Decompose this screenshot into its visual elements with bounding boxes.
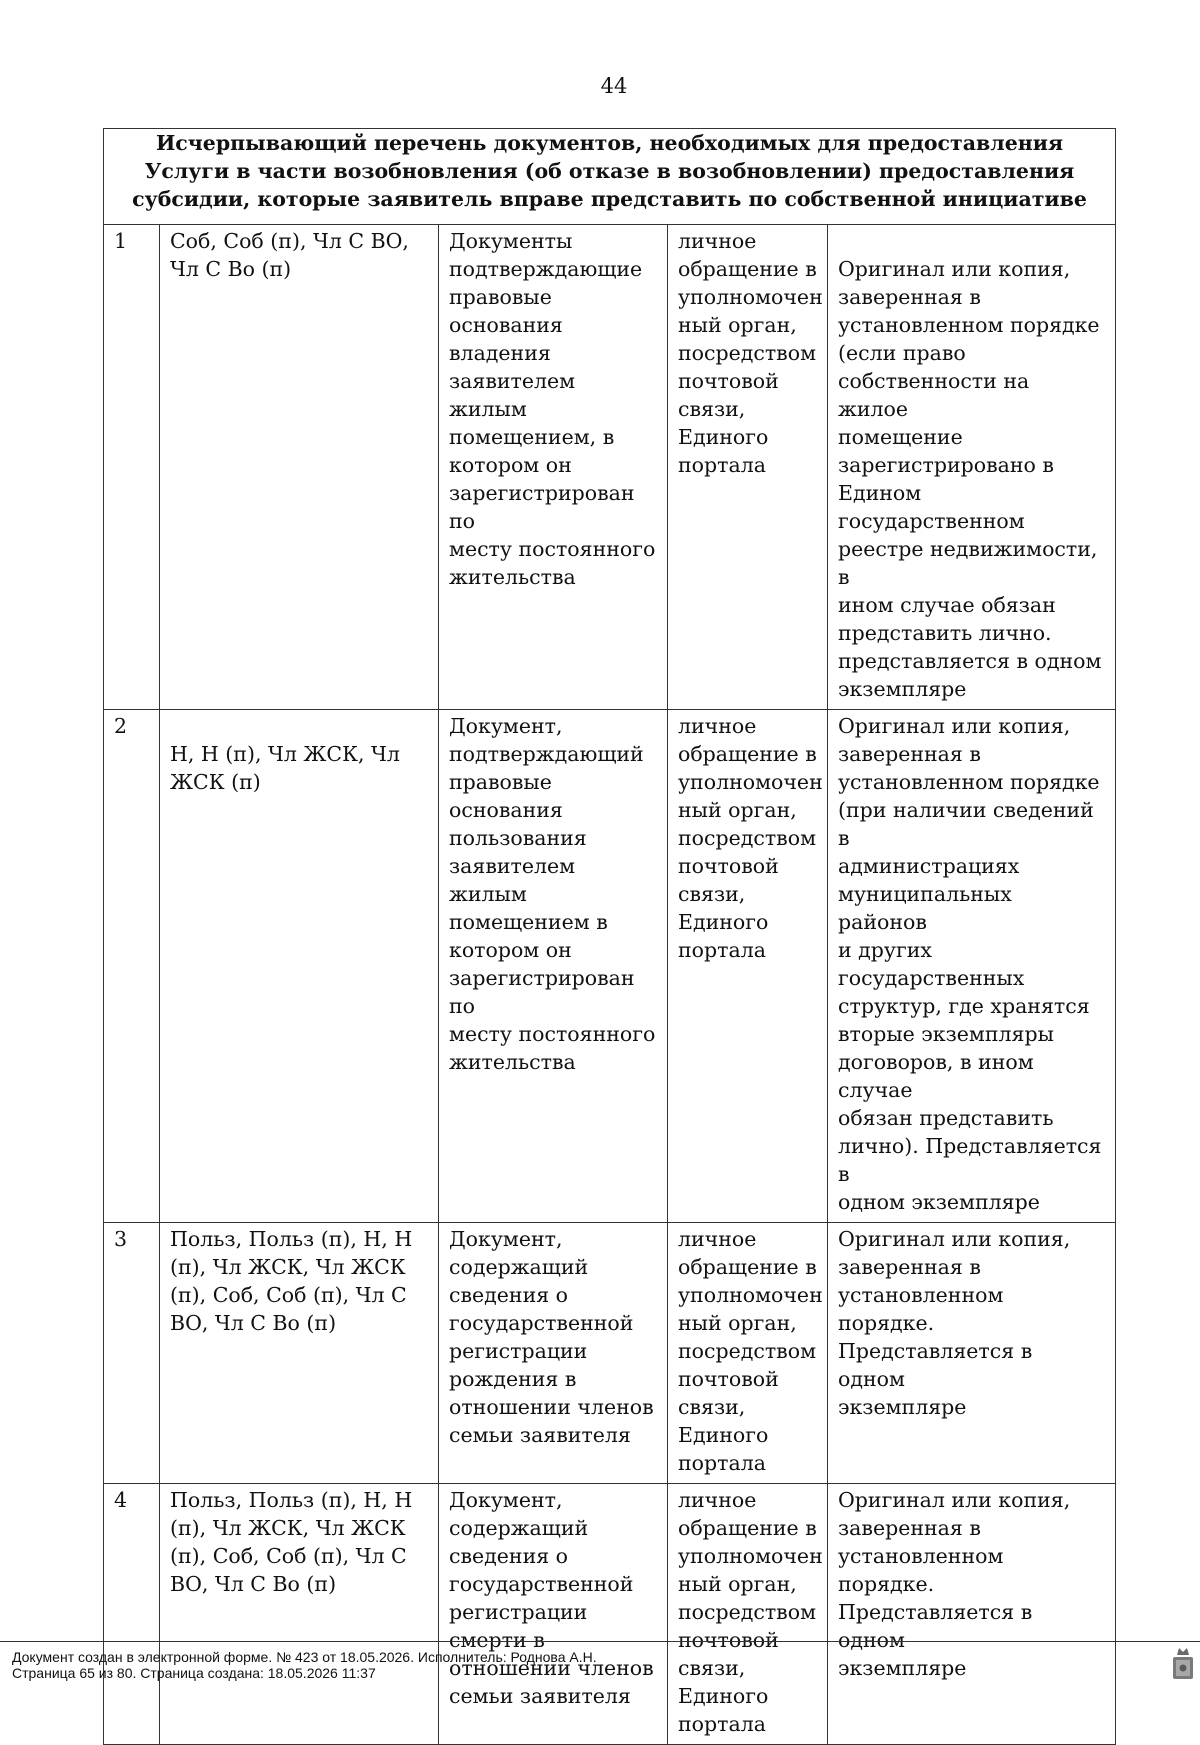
document-name: Документ, содержащий сведения о государственной регистрации смерти в отношении членов семьи заявителя	[439, 1484, 668, 1745]
coat-of-arms-icon	[1170, 1643, 1196, 1683]
row-number: 4	[104, 1484, 160, 1745]
submission-method: личное обращение в уполномочен ный орган, посредством почтовой связи, Единого портала	[668, 225, 828, 710]
applicant-categories: Н, Н (п), Чл ЖСК, Чл ЖСК (п)	[160, 710, 439, 1223]
documents-table	[103, 128, 1116, 1745]
footer-document-info: Документ создан в электронной форме. № 423 от 18.05.2026. Исполнитель: Роднова А.Н.	[12, 1649, 597, 1665]
row-number: 2	[104, 710, 160, 1223]
document-name: Документы подтверждающие правовые основания владения заявителем жилым помещением, в котором он зарегистрирован по месту постоянного жительства	[439, 225, 668, 710]
document-form: Оригинал или копия, заверенная в установленном порядке (при наличии сведений в администрациях муниципальных районов и других государственных структур, где хранятся вторые экземпляры договоров, в ином случае обязан представить лично). Представляется в одном экземпляре	[828, 710, 1116, 1223]
submission-method: личное обращение в уполномочен ный орган, посредством почтовой связи, Единого портала	[668, 710, 828, 1223]
applicant-categories: Соб, Соб (п), Чл С ВО, Чл С Во (п)	[160, 225, 439, 710]
document-name: Документ, подтверждающий правовые основания пользования заявителем жилым помещением в котором он зарегистрирован по месту постоянного жительства	[439, 710, 668, 1223]
table-row	[104, 710, 1116, 1223]
document-form: Оригинал или копия, заверенная в установленном порядке. Представляется в одном экземпляре	[828, 1223, 1116, 1484]
document-form: Оригинал или копия, заверенная в установленном порядке. Представляется в одном экземпляре	[828, 1484, 1116, 1745]
table-title: Исчерпывающий перечень документов, необходимых для предоставления Услуги в части возобновления (об отказе в возобновлении) предоставления субсидии, которые заявитель вправе представить по собственной инициативе	[104, 129, 1116, 225]
row-number: 1	[104, 225, 160, 710]
footer-text	[12, 1649, 597, 1681]
footer-page-info: Страница 65 из 80. Страница создана: 18.05.2026 11:37	[12, 1665, 376, 1681]
submission-method: личное обращение в уполномочен ный орган, посредством почтовой связи, Единого портала	[668, 1223, 828, 1484]
table-row	[104, 1484, 1116, 1745]
row-number: 3	[104, 1223, 160, 1484]
submission-method: личное обращение в уполномочен ный орган, посредством почтовой связи, Единого портала	[668, 1484, 828, 1745]
document-footer	[0, 1641, 1200, 1681]
document-name: Документ, содержащий сведения о государственной регистрации рождения в отношении членов семьи заявителя	[439, 1223, 668, 1484]
document-form: Оригинал или копия, заверенная в установленном порядке (если право собственности на жилое помещение зарегистрировано в Едином государственном реестре недвижимости, в ином случае обязан представить лично. представляется в одном экземпляре	[828, 225, 1116, 710]
table-header-row	[104, 129, 1116, 225]
applicant-categories: Польз, Польз (п), Н, Н (п), Чл ЖСК, Чл ЖСК (п), Соб, Соб (п), Чл С ВО, Чл С Во (п)	[160, 1484, 439, 1745]
page-number: 44	[600, 74, 628, 98]
table-row	[104, 225, 1116, 710]
table-row	[104, 1223, 1116, 1484]
applicant-categories: Польз, Польз (п), Н, Н (п), Чл ЖСК, Чл ЖСК (п), Соб, Соб (п), Чл С ВО, Чл С Во (п)	[160, 1223, 439, 1484]
